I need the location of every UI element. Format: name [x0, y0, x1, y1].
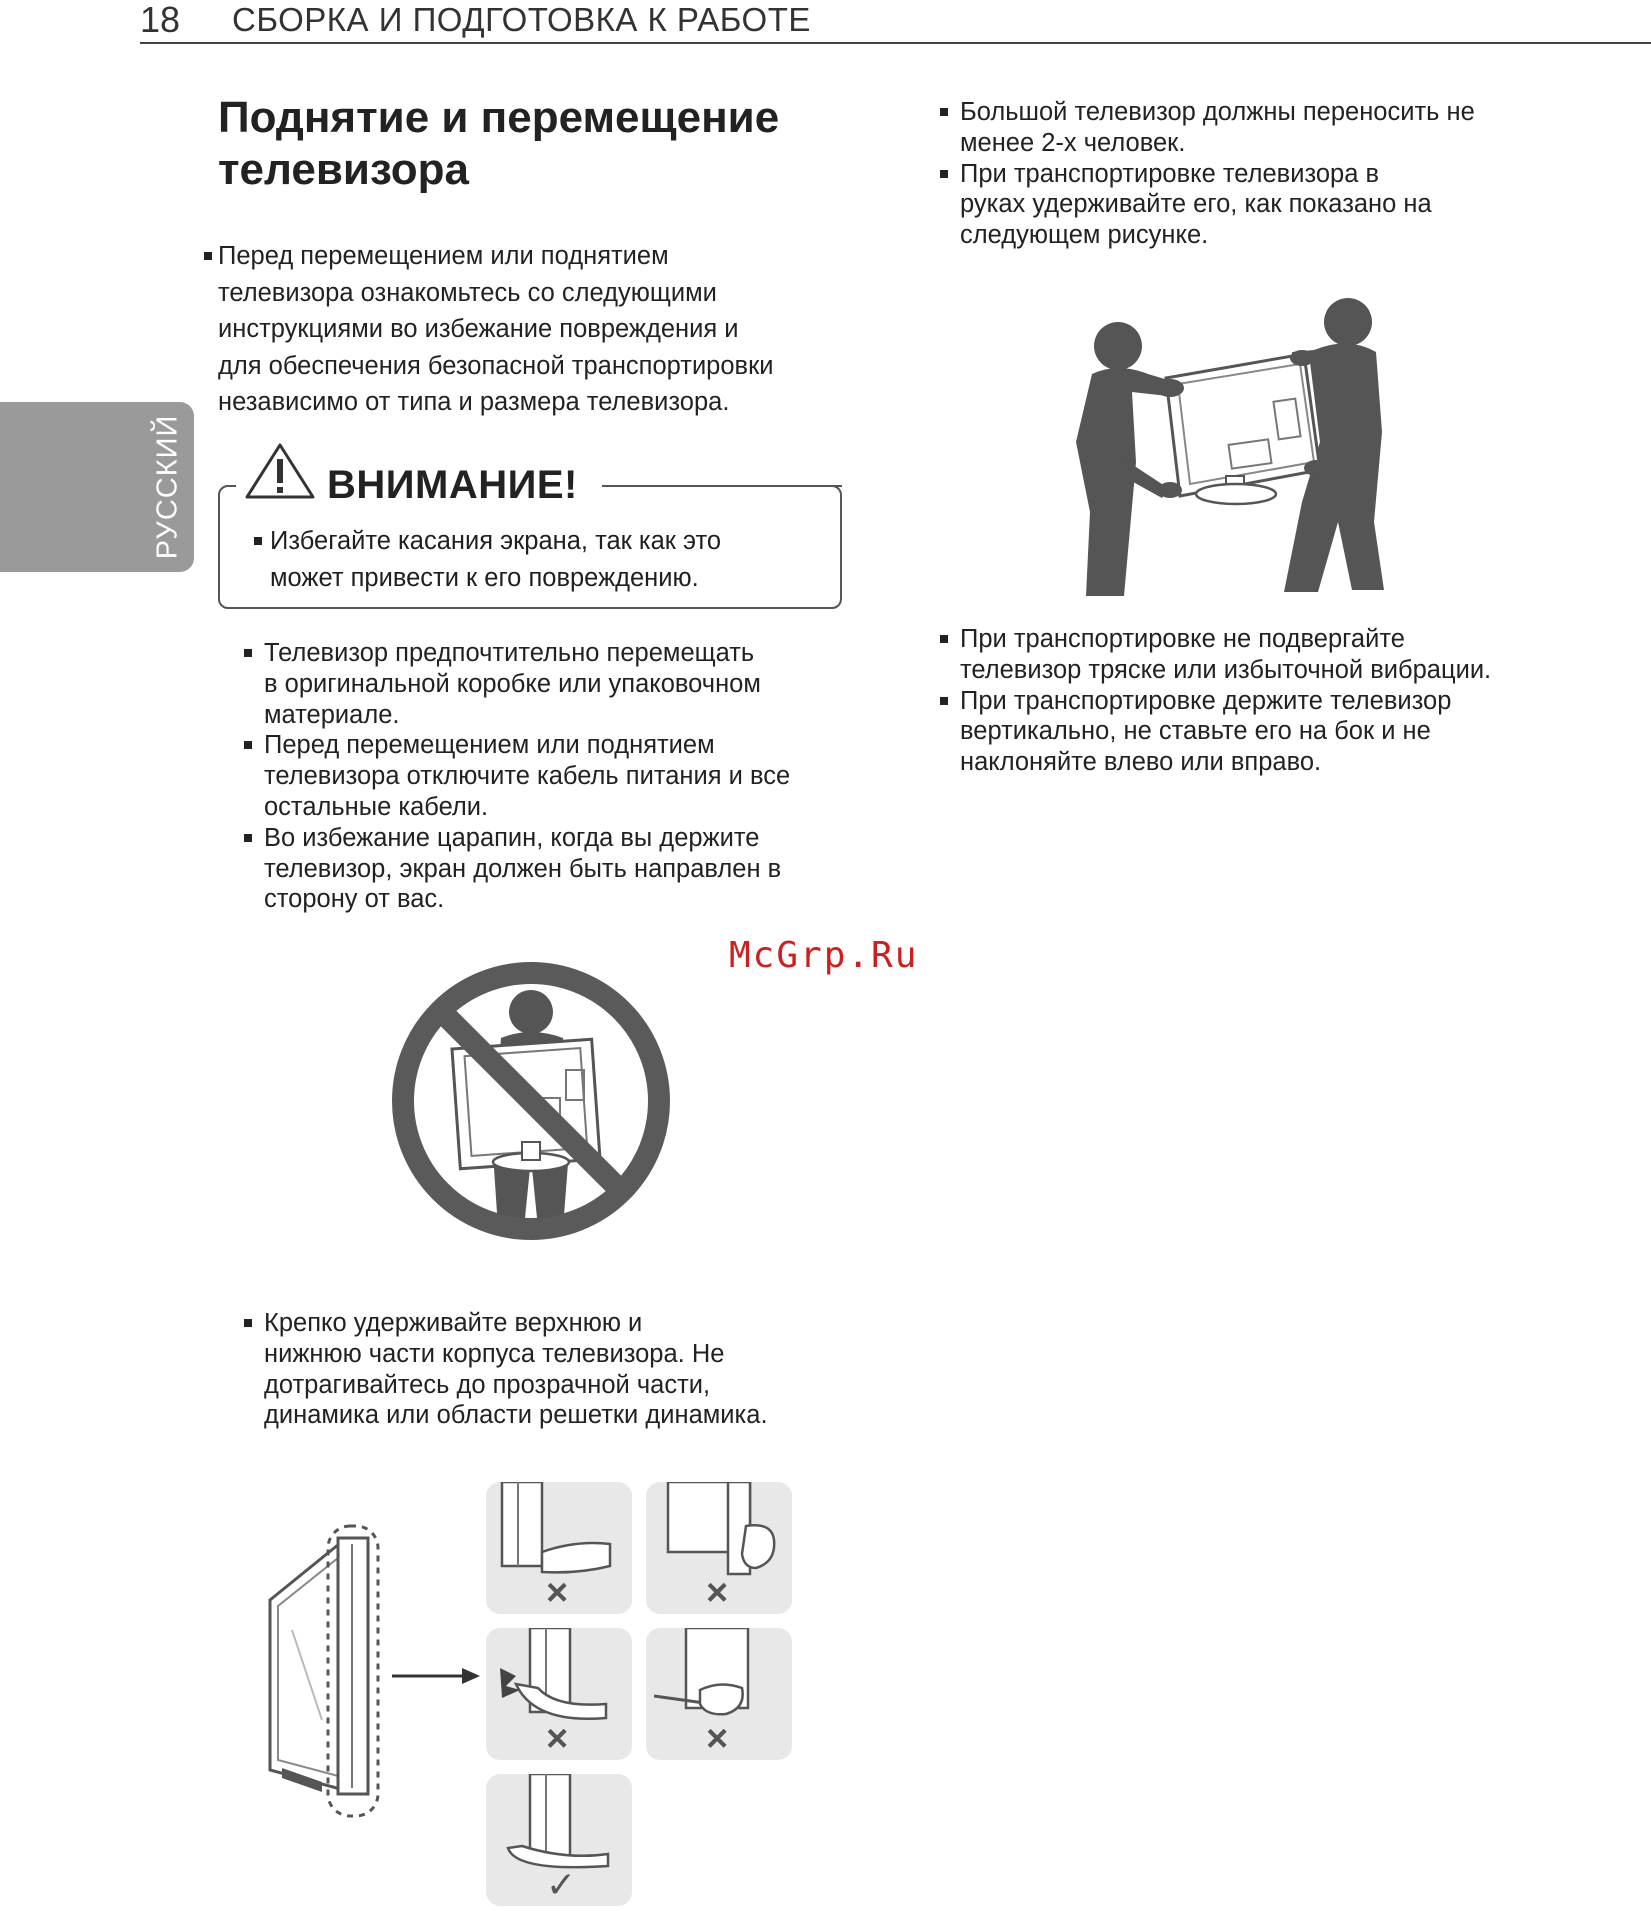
caution-line: может привести к его повреждению.: [270, 563, 699, 592]
prohibited-one-person-illustration: [388, 958, 674, 1244]
caution-text: [254, 523, 814, 596]
bullet-icon: [204, 252, 212, 260]
intro-line: для обеспечения безопасной транспортировки: [218, 351, 774, 380]
header-divider: [140, 42, 1651, 44]
list-item: Во избежание царапин, когда вы держите телевизор, экран должен быть направлен в сторону от вас.: [244, 823, 854, 915]
grip-tile-wrong: [646, 1482, 792, 1614]
page-number: 18: [140, 0, 181, 40]
warning-triangle-icon: [244, 442, 316, 500]
check-icon: ✓: [546, 1864, 577, 1905]
list-item: При транспортировке не подвергайте телевизор тряске или избыточной вибрации.: [940, 624, 1580, 686]
wrong-icon: ×: [546, 1572, 569, 1614]
two-people-carrying-illustration: [1070, 292, 1390, 598]
intro-line: независимо от типа и размера телевизора.: [218, 388, 730, 416]
watermark: McGrp.Ru: [729, 935, 919, 976]
intro-line: телевизора ознакомьтесь со следующими: [218, 278, 717, 307]
section-title-line: телевизора: [218, 145, 469, 194]
grip-tile-wrong: [486, 1482, 632, 1614]
bullet-icon: [244, 741, 252, 749]
list-item: При транспортировке телевизора в руках удерживайте его, как показано на следующем рисунке.: [940, 159, 1560, 251]
list-item: Перед перемещением или поднятием телевизора отключите кабель питания и все остальные кабели.: [244, 730, 854, 822]
bullet-icon: [244, 834, 252, 842]
transport-bullet-list: [244, 638, 854, 915]
grip-tile-correct: [486, 1774, 632, 1906]
language-tab-label: РУССКИЙ: [151, 414, 184, 560]
hold-bullet-list: [244, 1308, 844, 1431]
list-item: Крепко удерживайте верхнюю и нижнюю части корпуса телевизора. Не дотрагивайтесь до прозрачной части, динамика или области решетки динамика.: [244, 1308, 844, 1431]
grip-tile-wrong: [646, 1628, 792, 1760]
wrong-icon: ×: [706, 1718, 729, 1760]
bullet-icon: [940, 635, 948, 643]
transport-caution-bullet-list: [940, 624, 1580, 778]
wrong-icon: ×: [706, 1572, 729, 1614]
bullet-icon: [940, 170, 948, 178]
bullet-icon: [254, 537, 262, 545]
bullet-icon: [244, 649, 252, 657]
list-item: Большой телевизор должны переносить не менее 2-х человек.: [940, 97, 1560, 159]
section-title: [218, 92, 858, 196]
intro-line: инструкциями во избежание повреждения и: [218, 315, 739, 343]
intro-line: Перед перемещением или поднятием: [218, 242, 669, 270]
two-person-bullet-list: [940, 97, 1560, 251]
wrong-icon: ×: [546, 1718, 569, 1760]
caution-divider: [602, 485, 842, 487]
section-title-line: Поднятие и перемещение: [218, 93, 780, 142]
caution-label: ВНИМАНИЕ!: [327, 463, 578, 507]
grip-tile-wrong: [486, 1628, 632, 1760]
arrow-right-icon: [390, 1664, 482, 1688]
list-item: Телевизор предпочтительно перемещать в оригинальной коробке или упаковочном материале.: [244, 638, 854, 730]
caution-line: Избегайте касания экрана, так как это: [270, 527, 722, 555]
list-item: При транспортировке держите телевизор вертикально, не ставьте его на бок и не наклоняйте влево или вправо.: [940, 686, 1580, 778]
chapter-title: СБОРКА И ПОДГОТОВКА К РАБОТЕ: [232, 1, 811, 38]
bullet-icon: [940, 108, 948, 116]
intro-paragraph: [204, 238, 844, 421]
bullet-icon: [940, 697, 948, 705]
bullet-icon: [244, 1319, 252, 1327]
